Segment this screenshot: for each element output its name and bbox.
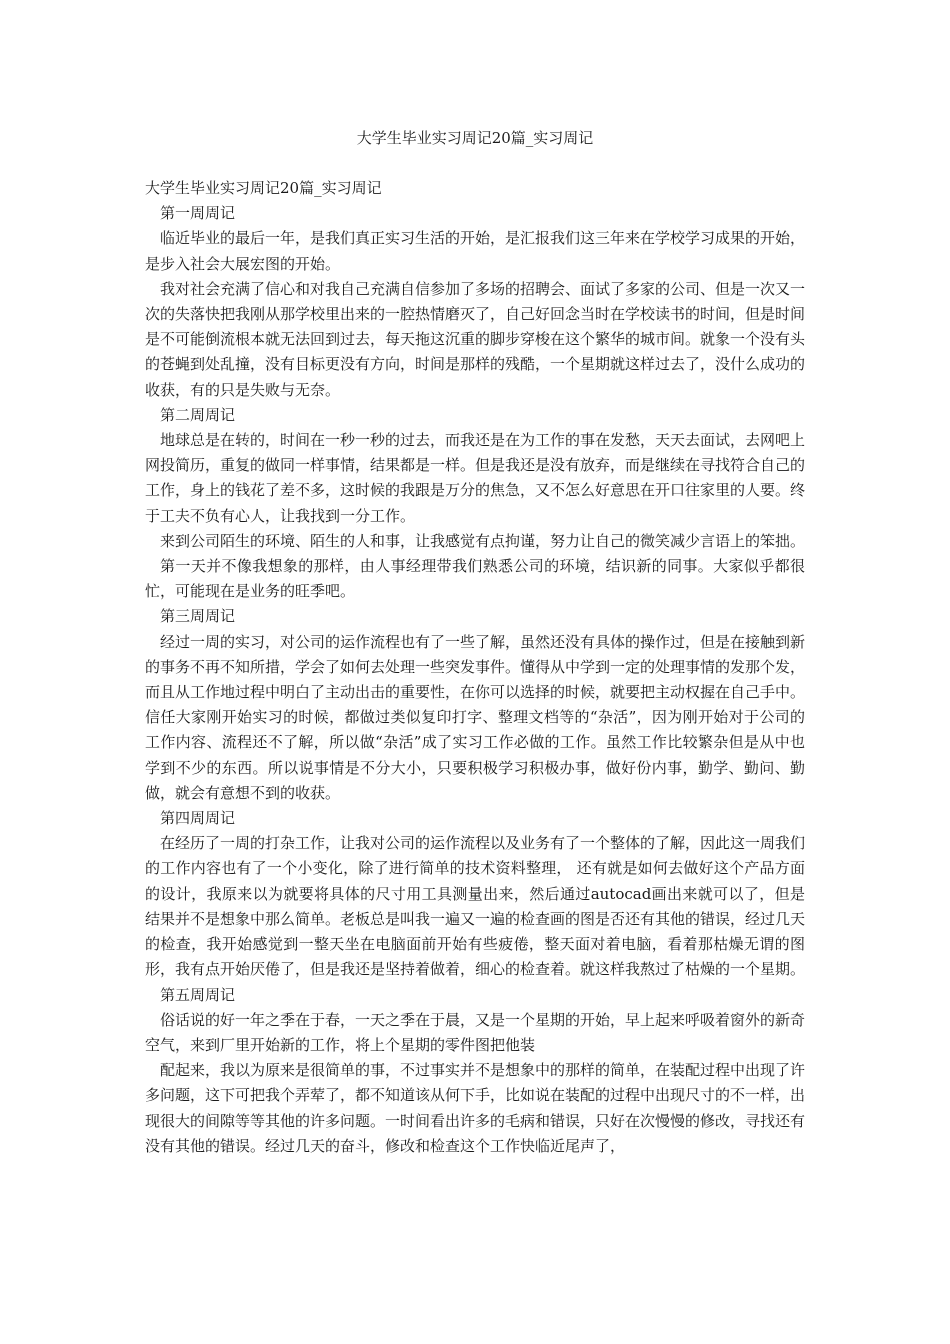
paragraph: 第一天并不像我想象的那样，由人事经理带我们熟悉公司的环境，结识新的同事。大家似乎都很忙，可能现在是业务的旺季吧。 (145, 557, 805, 601)
document-title: 大学生毕业实习周记20篇_实习周记 (356, 129, 594, 147)
paragraph: 在经历了一周的打杂工作，让我对公司的运作流程以及业务有了一个整体的了解，因此这一周我们的工作内容也有了一个小变化，除了进行简单的技术资料整理， 还有就是如何去做好这个产品方面的设计，我原来以为就要将具体的尺寸用工具测量出来，然后通过autocad画出来就可以了，但是结果并不是想象中那么简单。老板总是叫我一遍又一遍的检查画的图是否还有其他的错误，经过几天的检查，我开始感觉到一整天坐在电脑面前开始有些疲倦，整天面对着电脑，看着那枯燥无谓的图形，我有点开始厌倦了，但是我还是坚持着做着，细心的检查着。就这样我熬过了枯燥的一个星期。 (145, 834, 806, 979)
week-heading: 第三周周记 (160, 607, 236, 626)
week-heading: 第二周周记 (160, 405, 236, 424)
document-subtitle: 大学生毕业实习周记20篇_实习周记 (145, 179, 382, 197)
week-heading: 第四周周记 (160, 809, 236, 828)
week-heading: 第五周周记 (160, 985, 236, 1004)
paragraph: 俗话说的好一年之季在于春，一天之季在于晨，又是一个星期的开始，早上起来呼吸着窗外的新奇空气，来到厂里开始新的工作，将上个星期的零件图把他装 (145, 1010, 806, 1054)
paragraph: 经过一周的实习，对公司的运作流程也有了一些了解，虽然还没有具体的操作过，但是在接触到新的事务不再不知所措，学会了如何去处理一些突发事件。懂得从中学到一定的处理事情的发那个发，而且从工作地过程中明白了主动出击的重要性，在你可以选择的时候，就要把主动权握在自己手中。信任大家刚开始实习的时候，都做过类似复印打字、整理文档等的“杂活”，因为刚开始对于公司的工作内容、流程还不了解，所以做“杂活”成了实习工作必做的工作。虽然工作比较繁杂但是从中也学到不少的东西。所以说事情是不分大小，只要积极学习积极办事，做好份内事，勤学、勤问、勤做，就会有意想不到的收获。 (145, 632, 806, 802)
paragraph: 我对社会充满了信心和对我自己充满自信参加了多场的招聘会、面试了多家的公司、但是一次又一次的失落快把我刚从那学校里出来的一腔热情磨灭了，自己好回念当时在学校读书的时间，但是时间是不可能倒流根本就无法回到过去，每天拖这沉重的脚步穿梭在这个繁华的城市间。就象一个没有头的苍蝇到处乱撞，没有目标更没有方向，时间是那样的残酷，一个星期就这样过去了，没什么成功的收获，有的只是失败与无奈。 (145, 279, 806, 399)
week-heading: 第一周周记 (160, 204, 236, 223)
paragraph: 地球总是在转的，时间在一秒一秒的过去，而我还是在为工作的事在发愁，天天去面试，去网吧上网投简历，重复的做同一样事情，结果都是一样。但是我还是没有放弃，而是继续在寻找符合自己的工作，身上的钱花了差不多，这时候的我跟是万分的焦急，又不怎么好意思在开口往家里的人要。终于工夫不负有心人，让我找到一分工作。 (145, 431, 806, 525)
paragraph: 临近毕业的最后一年，是我们真正实习生活的开始，是汇报我们这三年来在学校学习成果的开始，是步入社会大展宏图的开始。 (145, 229, 806, 273)
document-body (145, 176, 805, 1159)
paragraph: 配起来，我以为原来是很简单的事，不过事实并不是想象中的那样的简单，在装配过程中出现了许多问题，这下可把我个弄荤了，都不知道该从何下手，比如说在装配的过程中出现尺寸的不一样，出现很大的间隙等等其他的许多问题。一时间看出许多的毛病和错误，只好在次慢慢的修改，寻找还有没有其他的错误。经过几天的奋斗，修改和检查这个工作快临近尾声了， (145, 1061, 806, 1155)
paragraph: 来到公司陌生的环境、陌生的人和事，让我感觉有点拘谨，努力让自己的微笑减少言语上的笨拙。 (160, 531, 806, 550)
